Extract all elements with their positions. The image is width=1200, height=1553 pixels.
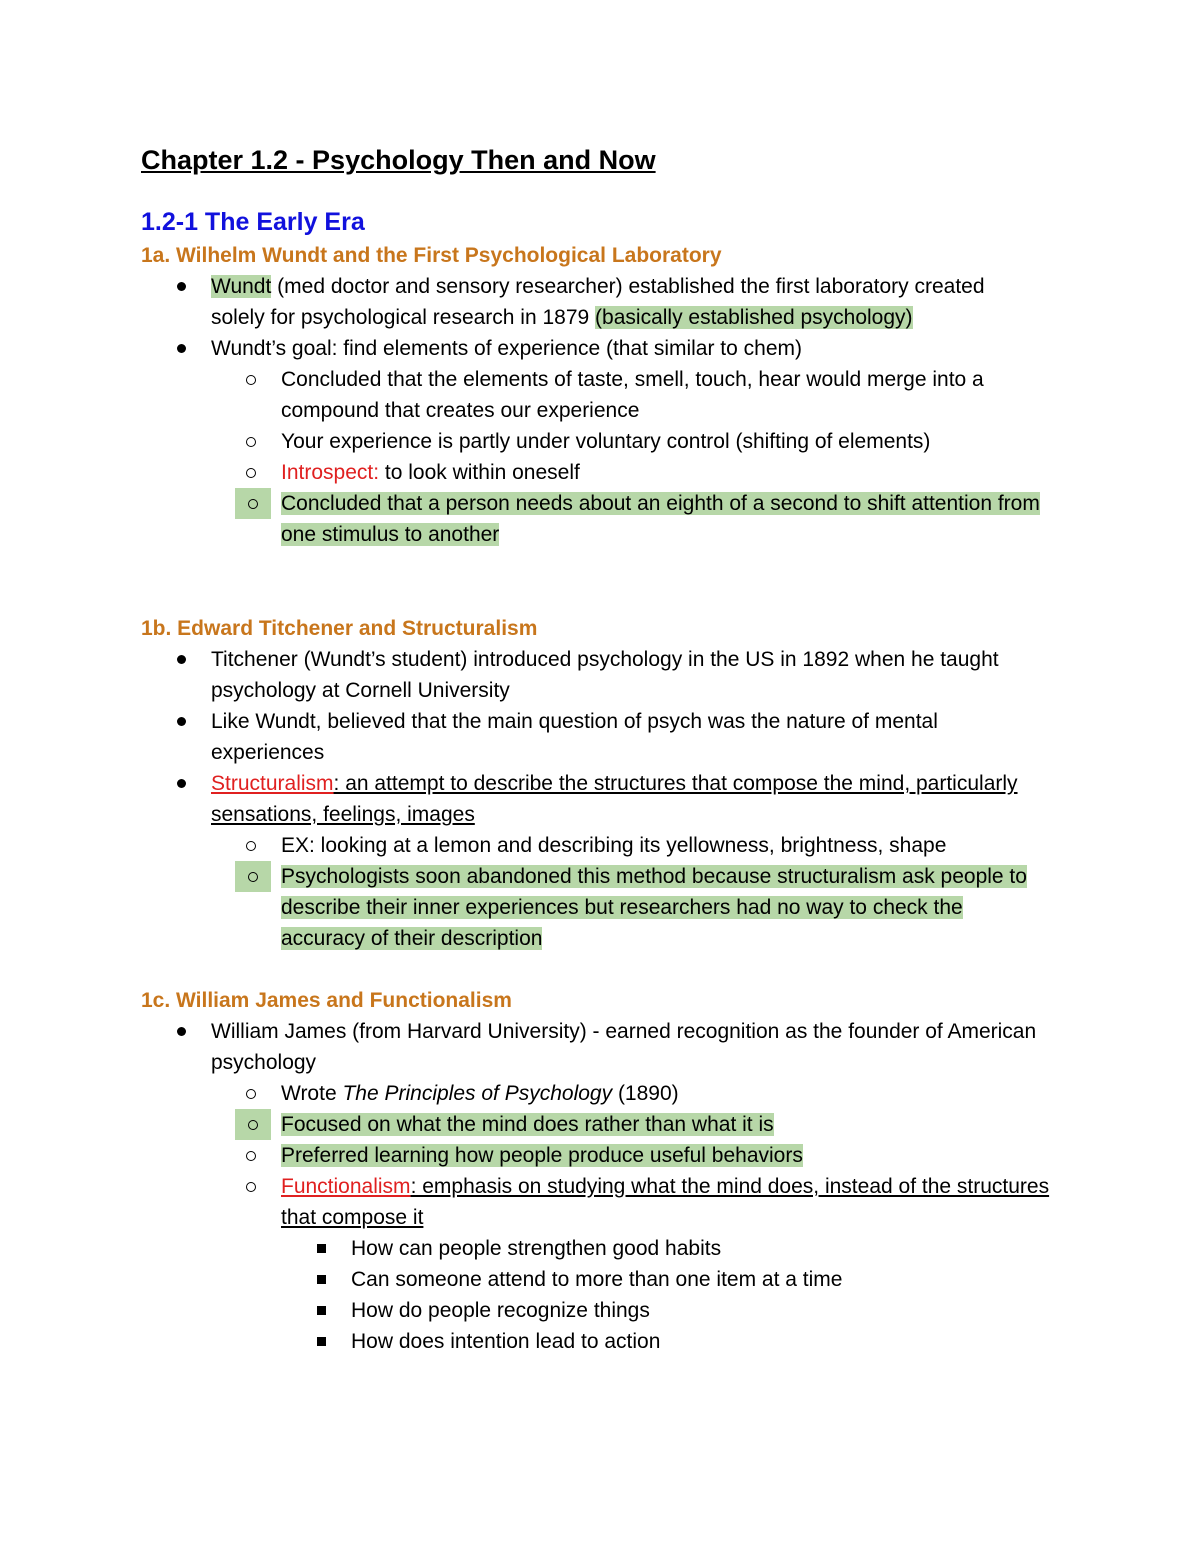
- highlight: (basically established psychology): [595, 306, 913, 329]
- bullet-icon: [171, 1016, 191, 1047]
- list-item: [281, 488, 1051, 550]
- subsection-heading-1a: 1a. Wilhelm Wundt and the First Psychological Laboratory: [141, 244, 722, 267]
- list-item: [281, 830, 1051, 861]
- section-heading: 1.2-1 The Early Era: [141, 208, 365, 236]
- square-bullet-icon: [311, 1233, 331, 1264]
- highlight: Focused on what the mind does rather than what it is: [281, 1113, 774, 1136]
- text: EX: looking at a lemon and describing its yellowness, brightness, shape: [281, 834, 947, 857]
- book-title: The Principles of Psychology: [342, 1082, 613, 1105]
- list-item: [281, 1140, 1051, 1171]
- list-item: [281, 457, 1051, 488]
- list-item: [211, 271, 1041, 333]
- sublist: [281, 1078, 1051, 1357]
- text: Your experience is partly under voluntary control (shifting of elements): [281, 430, 931, 453]
- text: (1890): [612, 1082, 679, 1105]
- list-item: [351, 1295, 1051, 1326]
- bullet-icon: [171, 706, 191, 737]
- bullet-icon: [171, 333, 191, 364]
- term: Structuralism: [211, 772, 334, 795]
- square-bullet-icon: [311, 1295, 331, 1326]
- text: How can people strengthen good habits: [351, 1237, 722, 1260]
- text: Like Wundt, believed that the main question of psych was the nature of mental experiences: [211, 710, 938, 764]
- list-item: [281, 426, 1051, 457]
- circle-bullet-icon: [241, 1140, 261, 1171]
- list-item: [211, 768, 1041, 954]
- subsection-heading-1c: 1c. William James and Functionalism: [141, 989, 512, 1012]
- list-item: [211, 333, 1041, 550]
- page-title: Chapter 1.2 - Psychology Then and Now: [141, 145, 656, 175]
- term: Introspect:: [281, 461, 380, 484]
- circle-bullet-icon: [241, 830, 261, 861]
- definition: : an attempt to describe the structures that compose the mind, particularly sensations, feelings, images: [211, 772, 1018, 826]
- highlight: Concluded that a person needs about an eighth of a second to shift attention from one stimulus to another: [281, 492, 1040, 546]
- list-item: [281, 364, 1051, 426]
- list-item: [351, 1264, 1051, 1295]
- text: Wundt’s goal: find elements of experience (that similar to chem): [211, 337, 803, 360]
- circle-bullet-icon: [241, 1078, 261, 1109]
- list-item: [281, 861, 1051, 954]
- text: to look within oneself: [379, 461, 580, 484]
- subsection-heading-1b: 1b. Edward Titchener and Structuralism: [141, 617, 538, 640]
- square-bullet-icon: [311, 1326, 331, 1357]
- highlight: Wundt: [211, 275, 272, 298]
- sublist: [281, 830, 1051, 954]
- circle-bullet-icon: [235, 488, 271, 519]
- circle-bullet-icon: [235, 861, 271, 892]
- list-item: [211, 1016, 1050, 1357]
- bullet-icon: [171, 768, 191, 799]
- list-1b: [211, 644, 1041, 954]
- text: William James (from Harvard University) - earned recognition as the founder of American psychology: [211, 1020, 1037, 1074]
- list-1a: [211, 271, 1041, 550]
- circle-bullet-icon: [235, 1109, 271, 1140]
- list-item: [281, 1078, 1051, 1109]
- text: How does intention lead to action: [351, 1330, 661, 1353]
- circle-bullet-icon: [241, 426, 261, 457]
- list-item: [281, 1109, 1051, 1140]
- sublist: [351, 1233, 1051, 1357]
- list-item: [281, 1171, 1051, 1357]
- square-bullet-icon: [311, 1264, 331, 1295]
- highlight: Preferred learning how people produce useful behaviors: [281, 1144, 803, 1167]
- definition: : emphasis on studying what the mind does, instead of the structures that compose it: [281, 1175, 1050, 1229]
- bullet-icon: [171, 644, 191, 675]
- circle-bullet-icon: [241, 1171, 261, 1202]
- term: Functionalism: [281, 1175, 411, 1198]
- circle-bullet-icon: [241, 457, 261, 488]
- text: How do people recognize things: [351, 1299, 650, 1322]
- circle-bullet-icon: [241, 364, 261, 395]
- list-item: [211, 644, 1041, 706]
- text: Titchener (Wundt’s student) introduced psychology in the US in 1892 when he taught psychology at Cornell University: [211, 648, 999, 702]
- sublist: [281, 364, 1051, 550]
- list-item: [211, 706, 1041, 768]
- list-item: [351, 1326, 1051, 1357]
- text: Can someone attend to more than one item at a time: [351, 1268, 843, 1291]
- bullet-icon: [171, 271, 191, 302]
- list-item: [351, 1233, 1051, 1264]
- highlight: Psychologists soon abandoned this method because structuralism ask people to describe their inner experiences but researchers had no way to check the accuracy of their description: [281, 865, 1027, 950]
- text: (med doctor and sensory researcher) established the first laboratory created solely for psychological research in 1879: [211, 275, 985, 329]
- text: Concluded that the elements of taste, smell, touch, hear would merge into a compound that creates our experience: [281, 368, 984, 422]
- text: Wrote: [281, 1082, 343, 1105]
- list-1c: [211, 1016, 1050, 1357]
